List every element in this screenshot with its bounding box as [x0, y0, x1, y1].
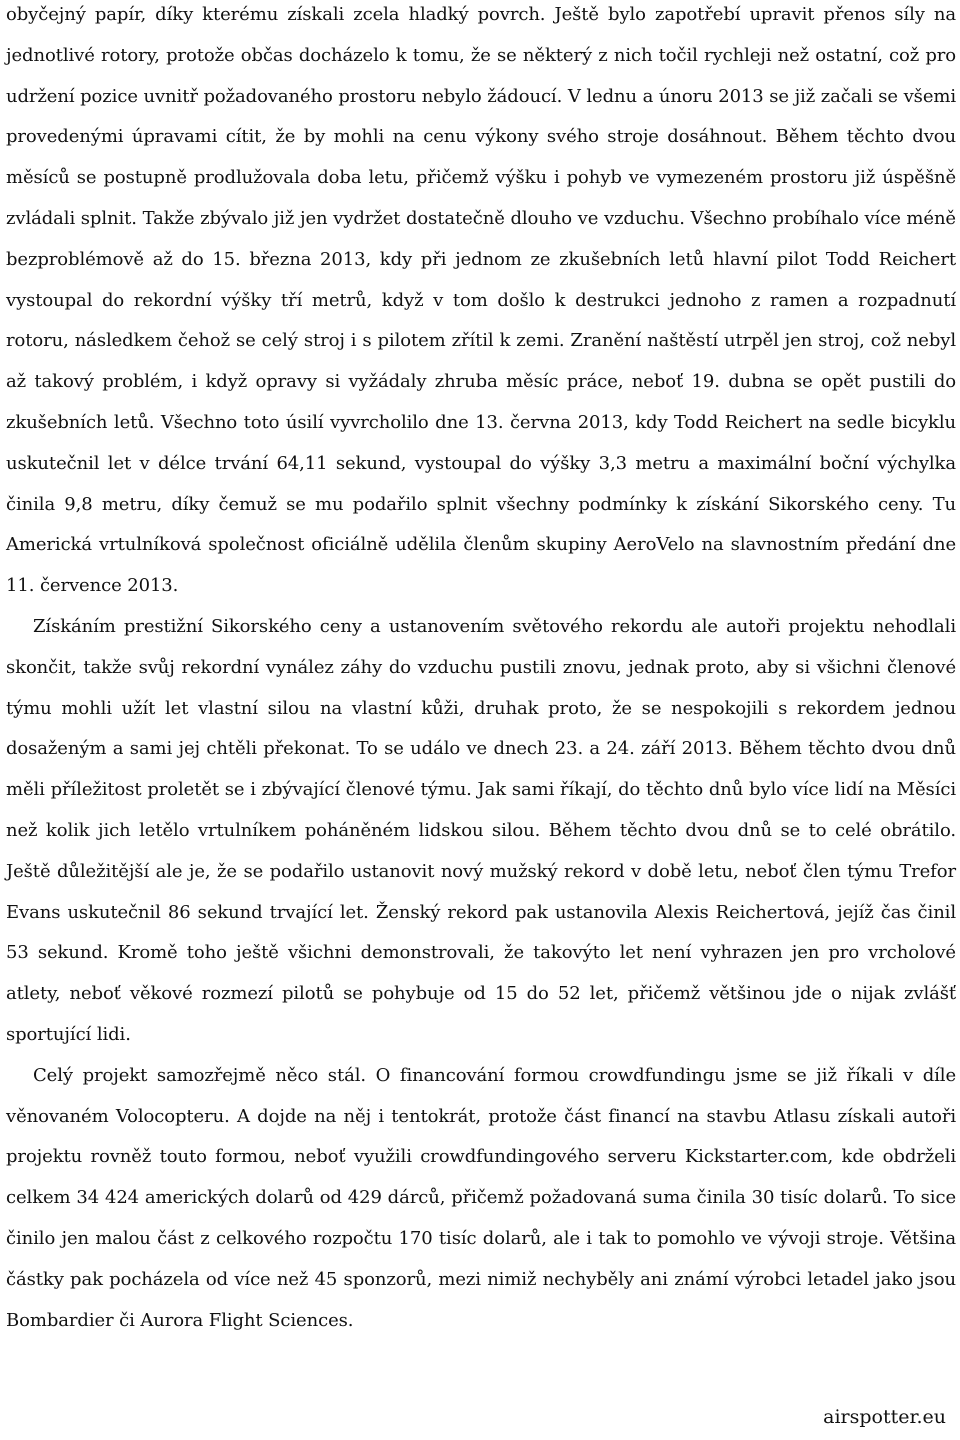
paragraph-1: obyčejný papír, díky kterému získali zcela hladký povrch. Ještě bylo zapotřebí upravit přenos síly na jednotlivé rotory, protože občas docházelo k tomu, že se některý z nich točil rychleji než ostatní, což pro udržení pozice uvnitř požadovaného prostoru nebylo žádoucí. V lednu a únoru 2013 se již začali se všemi provedenými úpravami cítit, že by mohli na cenu výkony svého stroje dosáhnout. Během těchto dvou měsíců se postupně prodlužovala doba letu, přičemž výšku i pohyb ve vymezeném prostoru již úspěšně zvládali splnit. Takže zbývalo již jen vydržet dostatečně dlouho ve vzduchu. Všechno probíhalo více méně bezproblémově až do 15. března 2013, kdy při jednom ze zkušebních letů hlavní pilot Todd Reichert vystoupal do rekordní výšky tří metrů, když v tom došlo k destrukci jednoho z ramen a rozpadnutí rotoru, následkem čehož se celý stroj i s pilotem zřítil k zemi. Zranění naštěstí utrpěl jen stroj, což nebyl až takový problém, i když opravy si vyžádaly zhruba měsíc práce, neboť 19. dubna se opět pustili do zkušebních letů. Všechno toto úsilí vyvrcholilo dne 13. června 2013, kdy Todd Reichert na sedle bicyklu uskutečnil let v délce trvání 64,11 sekund, vystoupal do výšky 3,3 metru a maximální boční výchylka činila 9,8 metru, díky čemuž se mu podařilo splnit všechny podmínky k získání Sikorského ceny. Tu Americká vrtulníková společnost oficiálně udělila členům skupiny AeroVelo na slavnostním předání dne 11. července 2013.: [6, 4, 956, 597]
document-body: [6, 0, 956, 1341]
paragraph-3: Celý projekt samozřejmě něco stál. O financování formou crowdfundingu jsme se již říkali v díle věnovaném Volocopteru. A dojde na něj i tentokrát, protože část financí na stavbu Atlasu získali autoři projektu rovněž touto formou, neboť využili crowdfundingového serveru Kickstarter.com, kde obdrželi celkem 34 424 amerických dolarů od 429 dárců, přičemž požadovaná suma činila 30 tisíc dolarů. To sice činilo jen malou část z celkového rozpočtu 170 tisíc dolarů, ale i tak to pomohlo ve vývoji stroje. Většina částky pak pocházela od více než 45 sponzorů, mezi nimiž nechyběly ani známí výrobci letadel jako jsou Bombardier či Aurora Flight Sciences.: [6, 1064, 956, 1331]
paragraph-2: Získáním prestižní Sikorského ceny a ustanovením světového rekordu ale autoři projektu nehodlali skončit, takže svůj rekordní vynález záhy do vzduchu pustili znovu, jednak proto, aby si všichni členové týmu mohli užít let vlastní silou na vlastní kůži, druhak proto, že se nespokojili s rekordem jednou dosaženým a sami jej chtěli překonat. To se událo ve dnech 23. a 24. září 2013. Během těchto dvou dnů měli příležitost proletět se i zbývající členové týmu. Jak sami říkají, do těchto dnů bylo více lidí na Měsíci než kolik jich letělo vrtulníkem poháněném lidskou silou. Během těchto dvou dnů se to celé obrátilo. Ještě důležitější ale je, že se podařilo ustanovit nový mužský rekord v době letu, neboť člen týmu Trefor Evans uskutečnil 86 sekund trvající let. Ženský rekord pak ustanovila Alexis Reichertová, jejíž čas činil 53 sekund. Kromě toho ještě všichni demonstrovali, že takovýto let není vyhrazen jen pro vrcholové atlety, neboť věkové rozmezí pilotů se pohybuje od 15 do 52 let, přičemž většinou jde o nijak zvlášť sportující lidi.: [6, 615, 956, 1045]
footer-site-name: airspotter.eu: [823, 1406, 946, 1428]
